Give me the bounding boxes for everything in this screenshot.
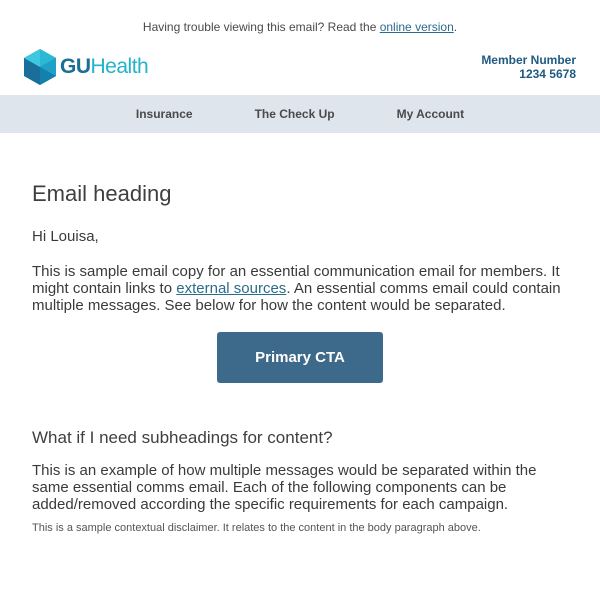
preheader: Having trouble viewing this email? Read the online version.	[142, 20, 458, 34]
external-sources-link[interactable]: external sources	[176, 280, 287, 297]
body-paragraph-2: This is an example of how multiple messages would be separated within the same essential comms email. Each of the following components can be added/removed according the specific requirements for each campaign.	[32, 462, 537, 513]
body-paragraph-1: This is sample email copy for an essential communication email for members. It might contain links to external sources. An essential comms email could contain multiple messages. See below for how the content would be separated.	[32, 263, 561, 314]
nav-item-the-check-up[interactable]: The Check Up	[254, 107, 335, 121]
nav-item-insurance[interactable]: Insurance	[135, 107, 193, 121]
member-number-value: 1234 5678	[519, 67, 576, 81]
member-number-label: Member Number	[481, 53, 576, 67]
email-body	[32, 180, 568, 534]
preheader-text: Having trouble viewing this email? Read the	[142, 20, 380, 34]
member-number-block	[481, 53, 576, 81]
gu-health-logo-icon	[24, 49, 56, 85]
contextual-disclaimer: This is a sample contextual disclaimer. It relates to the content in the body paragraph above.	[32, 522, 481, 534]
nav-item-my-account[interactable]: My Account	[396, 107, 465, 121]
subheading: What if I need subheadings for content?	[32, 428, 333, 447]
email-heading: Email heading	[32, 181, 172, 206]
gu-health-logo[interactable]	[24, 49, 148, 85]
nav-bar	[0, 95, 600, 133]
greeting: Hi Louisa,	[32, 228, 99, 245]
primary-cta-button[interactable]: Primary CTA	[217, 332, 383, 383]
logo-wordmark: GUHealth	[60, 55, 149, 78]
online-version-link[interactable]: online version	[379, 20, 454, 34]
